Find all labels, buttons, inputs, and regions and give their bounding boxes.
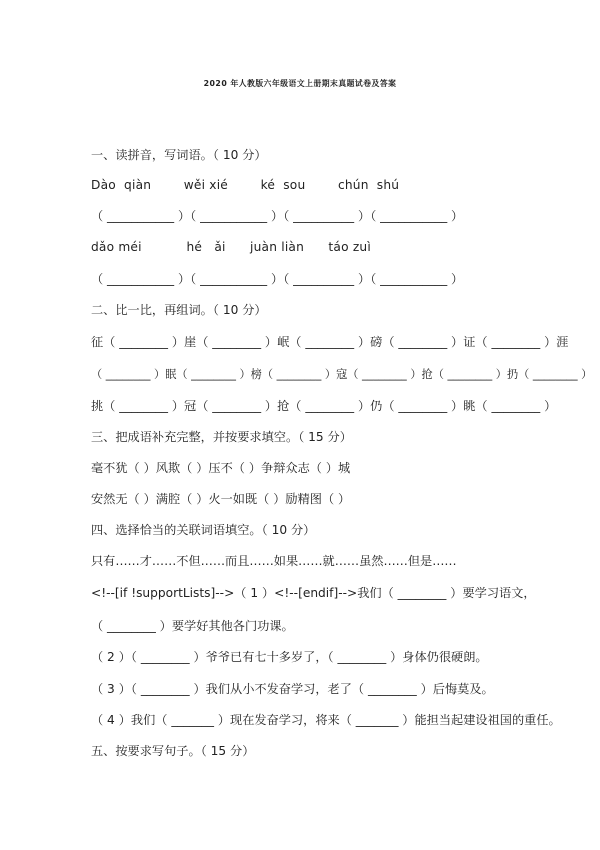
section3-heading: 三、把成语补充完整，并按要求填空。（ 15 分）: [91, 430, 352, 444]
question-4: （ 4 ）我们（ _______ ）现在发奋学习，将来（ _______ ）能担当起建设祖国的重任。: [91, 713, 561, 727]
answer-blanks-row-1: （ ___________ ）（ ___________ ）（ __________ ）（ ___________ ）: [91, 209, 464, 223]
page-title: 2020 年人教版六年级语文上册期末真题试卷及答案: [203, 79, 397, 88]
question-1-line-1: <!--[if !supportLists]-->（ 1 ）<!--[endif]-->我们（ ________ ）要学习语文，: [91, 586, 536, 600]
compare-words-row-1: 征（ ________ ）崖（ ________ ）岷（ ________ ）磅（ ________ ）证（ ________ ）涯: [91, 335, 569, 349]
question-1-line-2: （ ________ ）要学好其他各门功课。: [91, 619, 294, 633]
answer-blanks-row-2: （ ___________ ）（ ___________ ）（ __________ ）（ ___________ ）: [91, 272, 464, 286]
compare-words-row-3: 挑（ ________ ）冠（ ________ ）抢（ ________ ）仍（ ________ ）眺（ ________ ）: [91, 399, 557, 413]
pinyin-row-1: Dào qiàn wěi xié ké sou chún shú: [91, 178, 400, 192]
section1-heading: 一、读拼音，写词语。（ 10 分）: [91, 148, 267, 162]
question-2: （ 2 ）（ ________ ）爷爷已有七十多岁了，（ ________ ）身体仍很硬朗。: [91, 650, 488, 664]
idiom-row-1: 毫不犹（ ）风欺（ ）压不（ ）争辩众志（ ）城: [91, 461, 351, 475]
conjunction-word-list: 只有……才……不但……而且……如果……就……虽然……但是……: [91, 554, 457, 568]
pinyin-row-2: dǎo méi hé ǎi juàn liàn táo zuì: [91, 240, 371, 254]
section4-heading: 四、选择恰当的关联词语填空。（ 10 分）: [91, 523, 316, 537]
compare-words-row-2: （ ________ ）眠（ ________ ）榜（ ________ ）寇（ ________ ）抢（ ________ ）扔（ ________ ）: [91, 368, 593, 381]
section5-heading: 五、按要求写句子。（ 15 分）: [91, 744, 255, 758]
idiom-row-2: 安然无（ ）满腔（ ）火一如既（ ）励精图（ ）: [91, 492, 351, 506]
question-3: （ 3 ）（ ________ ）我们从小不发奋学习，老了（ ________ ）后悔莫及。: [91, 682, 494, 696]
section2-heading: 二、比一比，再组词。（ 10 分）: [91, 303, 267, 317]
